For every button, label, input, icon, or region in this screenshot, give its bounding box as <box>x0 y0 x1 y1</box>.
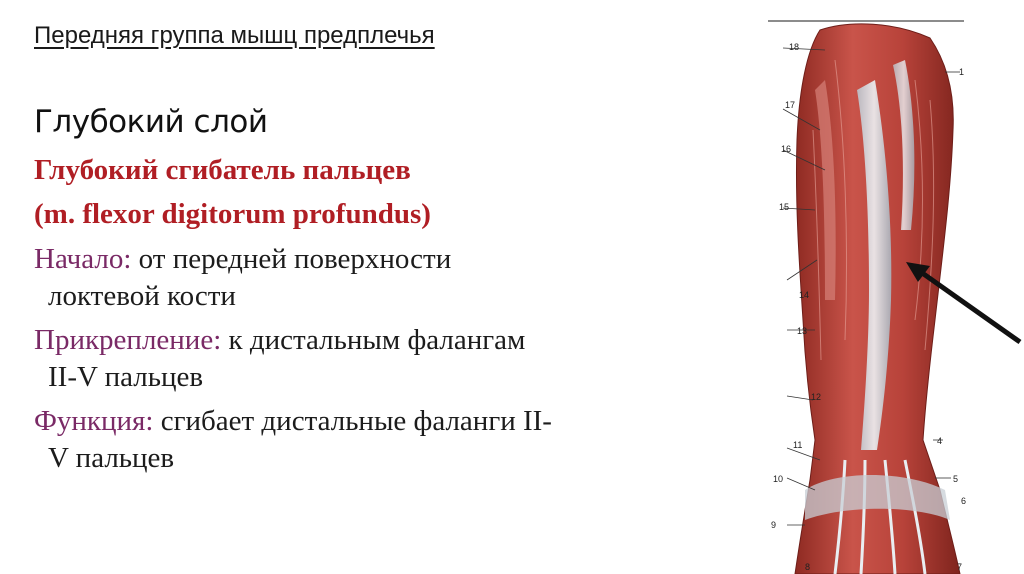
muscle-description <box>34 152 554 484</box>
figure-label-15: 15 <box>779 202 790 212</box>
figure-label-10: 10 <box>773 474 784 484</box>
origin-paragraph <box>34 241 554 315</box>
origin-text: от передней поверхности локтевой кости <box>48 243 452 312</box>
section-heading: Глубокий слой <box>34 104 268 140</box>
figure-label-11: 11 <box>793 440 803 450</box>
insertion-label: Прикрепление: <box>34 324 222 356</box>
figure-label-18: 18 <box>789 42 800 52</box>
figure-label-13: 13 <box>797 326 808 336</box>
function-paragraph <box>34 403 554 477</box>
insertion-text: к дистальным фалангам II-V пальцев <box>48 324 526 393</box>
figure-label-5: 5 <box>953 474 959 484</box>
muscle-name: Глубокий сгибатель пальцев <box>34 154 411 186</box>
figure-label-17: 17 <box>785 100 796 110</box>
pointer-arrow-icon <box>900 260 1024 360</box>
figure-label-8: 8 <box>805 562 811 572</box>
function-text: сгибает дистальные фаланги II-V пальцев <box>48 405 552 474</box>
figure-label-1: 1 <box>959 67 965 77</box>
origin-label: Начало: <box>34 243 132 275</box>
figure-label-4: 4 <box>937 436 943 446</box>
figure-label-6: 6 <box>961 496 967 506</box>
muscle-latin-name: (m. flexor digitorum profundus) <box>34 198 431 230</box>
figure-label-7: 7 <box>957 562 963 572</box>
figure-label-9: 9 <box>771 520 777 530</box>
figure-label-12: 12 <box>811 392 822 402</box>
figure-label-16: 16 <box>781 144 792 154</box>
insertion-paragraph <box>34 322 554 396</box>
function-label: Функция: <box>34 405 154 437</box>
figure-label-14: 14 <box>799 290 810 300</box>
slide-title: Передняя группа мышц предплечья <box>34 22 435 49</box>
